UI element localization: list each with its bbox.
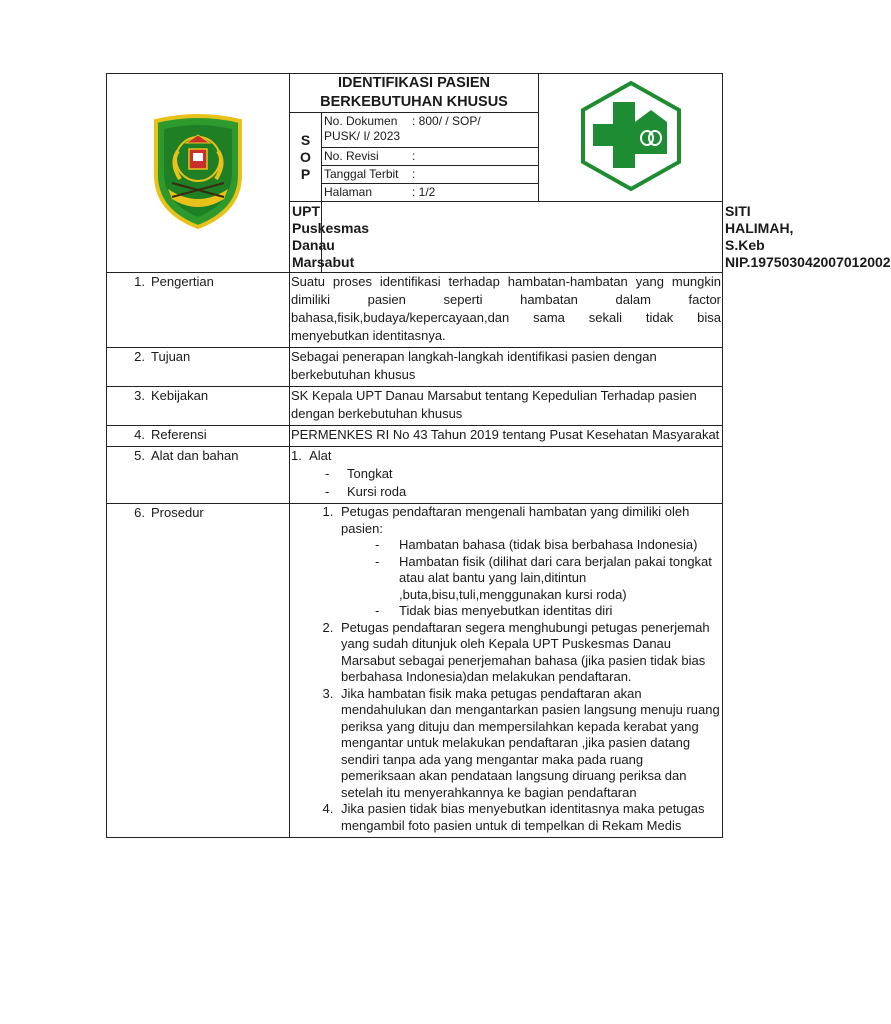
procedure-step: 3. Jika hambatan fisik maka petugas pendaftaran akan mendahulukan dan mengantarkan pasien langsung menuju ruang periksa yang dituju dan mempersilahkan kepada kerabat yang mengantar untuk melakukan pendaftaran ,jika pasien datang sendiri tanpa ada yang mengantar maka pada ruang pemeriksaan akan pendataan langsung diruang periksa dan setelah itu menyerahkannya ke bagian pendaftaran	[337, 686, 721, 802]
meta-tanggal-terbit: Tanggal Terbit :	[322, 166, 539, 184]
referensi-text: PERMENKES RI No 43 Tahun 2019 tentang Pusat Kesehatan Masyarakat	[290, 426, 723, 447]
list-item: - Kursi roda	[325, 484, 407, 499]
row-tujuan: 2. Tujuan Sebagai penerapan langkah-langkah identifikasi pasien dengan berkebutuhan khusus	[107, 348, 723, 387]
list-item: - Hambatan bahasa (tidak bisa berbahasa Indonesia)	[375, 537, 721, 554]
tujuan-text: Sebagai penerapan langkah-langkah identifikasi pasien dengan berkebutuhan khusus	[290, 348, 723, 387]
row-alat-dan-bahan: 5. Alat dan bahan 1. Alat - Tongkat - Kursi roda	[107, 447, 723, 504]
puskesmas-logo-icon	[579, 80, 683, 192]
meta-halaman: Halaman : 1/2	[322, 184, 539, 202]
row-referensi: 4. Referensi PERMENKES RI No 43 Tahun 2019 tentang Pusat Kesehatan Masyarakat	[107, 426, 723, 447]
row-pengertian: 1. Pengertian Suatu proses identifikasi terhadap hambatan-hambatan yang mungkin dimiliki pasien seperti hambatan dalam factor bahasa,fisik,budaya/kepercayaan,dan sama sekali tidak bisa menyebutkan identitasnya.	[107, 273, 723, 348]
document-title	[290, 74, 539, 113]
row-kebijakan: 3. Kebijakan SK Kepala UPT Danau Marsabut tentang Kepedulian Terhadap pasien dengan berkebutuhan khusus	[107, 387, 723, 426]
title-line-2: BERKEBUTUHAN KHUSUS	[320, 94, 508, 110]
blank-cell	[322, 202, 723, 273]
list-item: - Tidak bias menyebutkan identitas diri	[375, 603, 721, 620]
sop-document	[106, 73, 891, 838]
kebijakan-text: SK Kepala UPT Danau Marsabut tentang Kepedulian Terhadap pasien dengan berkebutuhan khusus	[290, 387, 723, 426]
alat-list: 1. Alat - Tongkat - Kursi roda	[290, 447, 723, 504]
list-item: - Tongkat	[325, 466, 393, 481]
regional-coat-of-arms-icon	[150, 113, 246, 231]
organization-name: UPT Puskesmas Danau Marsabut	[290, 202, 322, 273]
row-prosedur: 6. Prosedur 1. Petugas pendaftaran mengenali hambatan yang dimiliki oleh pasien: - Hambatan bahasa (tidak bisa berbahasa Indonesia) - Hambatan fisik (dilihat dari cara berjalan pakai tongkat atau alat bantu yang lain,ditintun ,buta,bisu,tuli,menggunakan kursi roda) - Tidak bias menyebutkan identitas diri 2. Petugas pendaftaran segera menghubungi petugas penerjemah yang sudah ditunjuk oleh Kepala UPT Puskesmas Danau Marsabut sebagai penerjemahan bahasa (jika pasien tidak bias berbahasa Indonesia)dan melakukan pendaftaran. 3. Jika hambatan fisik maka petugas pendaftaran akan mendahulukan dan mengantarkan pasien langsung menuju ruang periksa yang dituju dan mempersilahkan kepada kerabat yang mengantar untuk melakukan pendaftaran ,jika pasien datang sendiri tanpa ada yang mengantar maka pada ruang pemeriksaan akan pendataan langsung diruang periksa dan setelah itu menyerahkannya ke bagian pendaftaran 4. Jika pasien tidak bias menyebutkan identitasnya maka petugas mengambil foto pasien untuk di tempelkan di Rekam Medis	[107, 504, 723, 838]
list-item: - Hambatan fisik (dilihat dari cara berjalan pakai tongkat atau alat bantu yang lain,ditintun ,buta,bisu,tuli,menggunakan kursi roda)	[375, 554, 721, 604]
prosedur-steps	[290, 504, 723, 838]
pengertian-text: Suatu proses identifikasi terhadap hambatan-hambatan yang mungkin dimiliki pasien seperti hambatan dalam factor bahasa,fisik,budaya/kepercayaan,dan sama sekali tidak bisa menyebutkan identitasnya.	[290, 273, 723, 348]
sop-table: IDENTIFIKASI PASIEN BERKEBUTUHAN KHUSUS S O P No. Dokumen : 800/ / SOP/ PUSK/ I/ 2023 No. Revisi : Tanggal Terbit : Halaman : 1/2 UPT Puskesmas Danau Marsabut SITI HALIMAH, S.Keb NIP.197503042007012002 1. Pengertian Suatu proses identifikasi terhadap hambatan-hambatan yang mungkin dimiliki pasien seperti hambatan dalam factor bahasa,fisik,budaya/kepercayaan,dan sama sekali tidak bisa menyebutkan identitasnya. 2. Tujuan Sebagai penerapan langkah-langkah identifikasi pasien dengan berkebutuhan khusus 3. Kebijakan SK Kepala UPT Danau Marsabut tentang Kepedulian Terhadap pasien dengan berkebutuhan khusus 4. Referensi PERMENKES RI No 43 Tahun 2019 tentang Pusat Kesehatan Masyarakat 5. Alat dan bahan 1. Alat - Tongkat - Kursi roda 6. Prosedur 1. Petugas pendaftaran mengenali hambatan yang dimiliki oleh pasien: - Hambatan bahasa (tidak bisa berbahasa Indonesia) - Hambatan fisik (dilihat dari cara berjalan pakai tongkat atau alat bantu yang lain,ditintun ,buta,bisu,tuli,menggunakan kursi roda) - Tidak bias menyebutkan identitas diri 2. Petugas pendaftaran segera menghubungi petugas penerjemah yang sudah ditunjuk oleh Kepala UPT Puskesmas Danau Marsabut sebagai penerjemahan bahasa (jika pasien tidak bias berbahasa Indonesia)dan melakukan pendaftaran. 3. Jika hambatan fisik maka petugas pendaftaran akan mendahulukan dan mengantarkan pasien langsung menuju ruang periksa yang dituju dan mempersilahkan kepada kerabat yang mengantar untuk melakukan pendaftaran ,jika pasien datang sendiri tanpa ada yang mengantar maka pada ruang pemeriksaan akan pendataan langsung diruang periksa dan setelah itu menyerahkannya ke bagian pendaftaran 4. Jika pasien tidak bias menyebutkan identitasnya maka petugas mengambil foto pasien untuk di tempelkan di Rekam Medis	[106, 73, 723, 838]
procedure-step: 2. Petugas pendaftaran segera menghubungi petugas penerjemah yang sudah ditunjuk oleh Kepala UPT Puskesmas Danau Marsabut sebagai penerjemahan bahasa (jika pasien tidak bias berbahasa Indonesia)dan melakukan pendaftaran.	[337, 620, 721, 686]
title-line-1: IDENTIFIKASI PASIEN	[338, 75, 490, 91]
meta-no-dokumen: No. Dokumen : 800/ / SOP/ PUSK/ I/ 2023	[322, 113, 539, 148]
meta-no-revisi: No. Revisi :	[322, 148, 539, 166]
sop-letters: S O P	[290, 113, 322, 202]
right-logo-cell	[539, 74, 723, 202]
procedure-step: 4. Jika pasien tidak bias menyebutkan identitasnya maka petugas mengambil foto pasien untuk di tempelkan di Rekam Medis	[337, 801, 721, 834]
procedure-step: 1. Petugas pendaftaran mengenali hambatan yang dimiliki oleh pasien: - Hambatan bahasa (tidak bisa berbahasa Indonesia) - Hambatan fisik (dilihat dari cara berjalan pakai tongkat atau alat bantu yang lain,ditintun ,buta,bisu,tuli,menggunakan kursi roda) - Tidak bias menyebutkan identitas diri	[337, 504, 721, 620]
left-logo-cell	[107, 74, 290, 273]
